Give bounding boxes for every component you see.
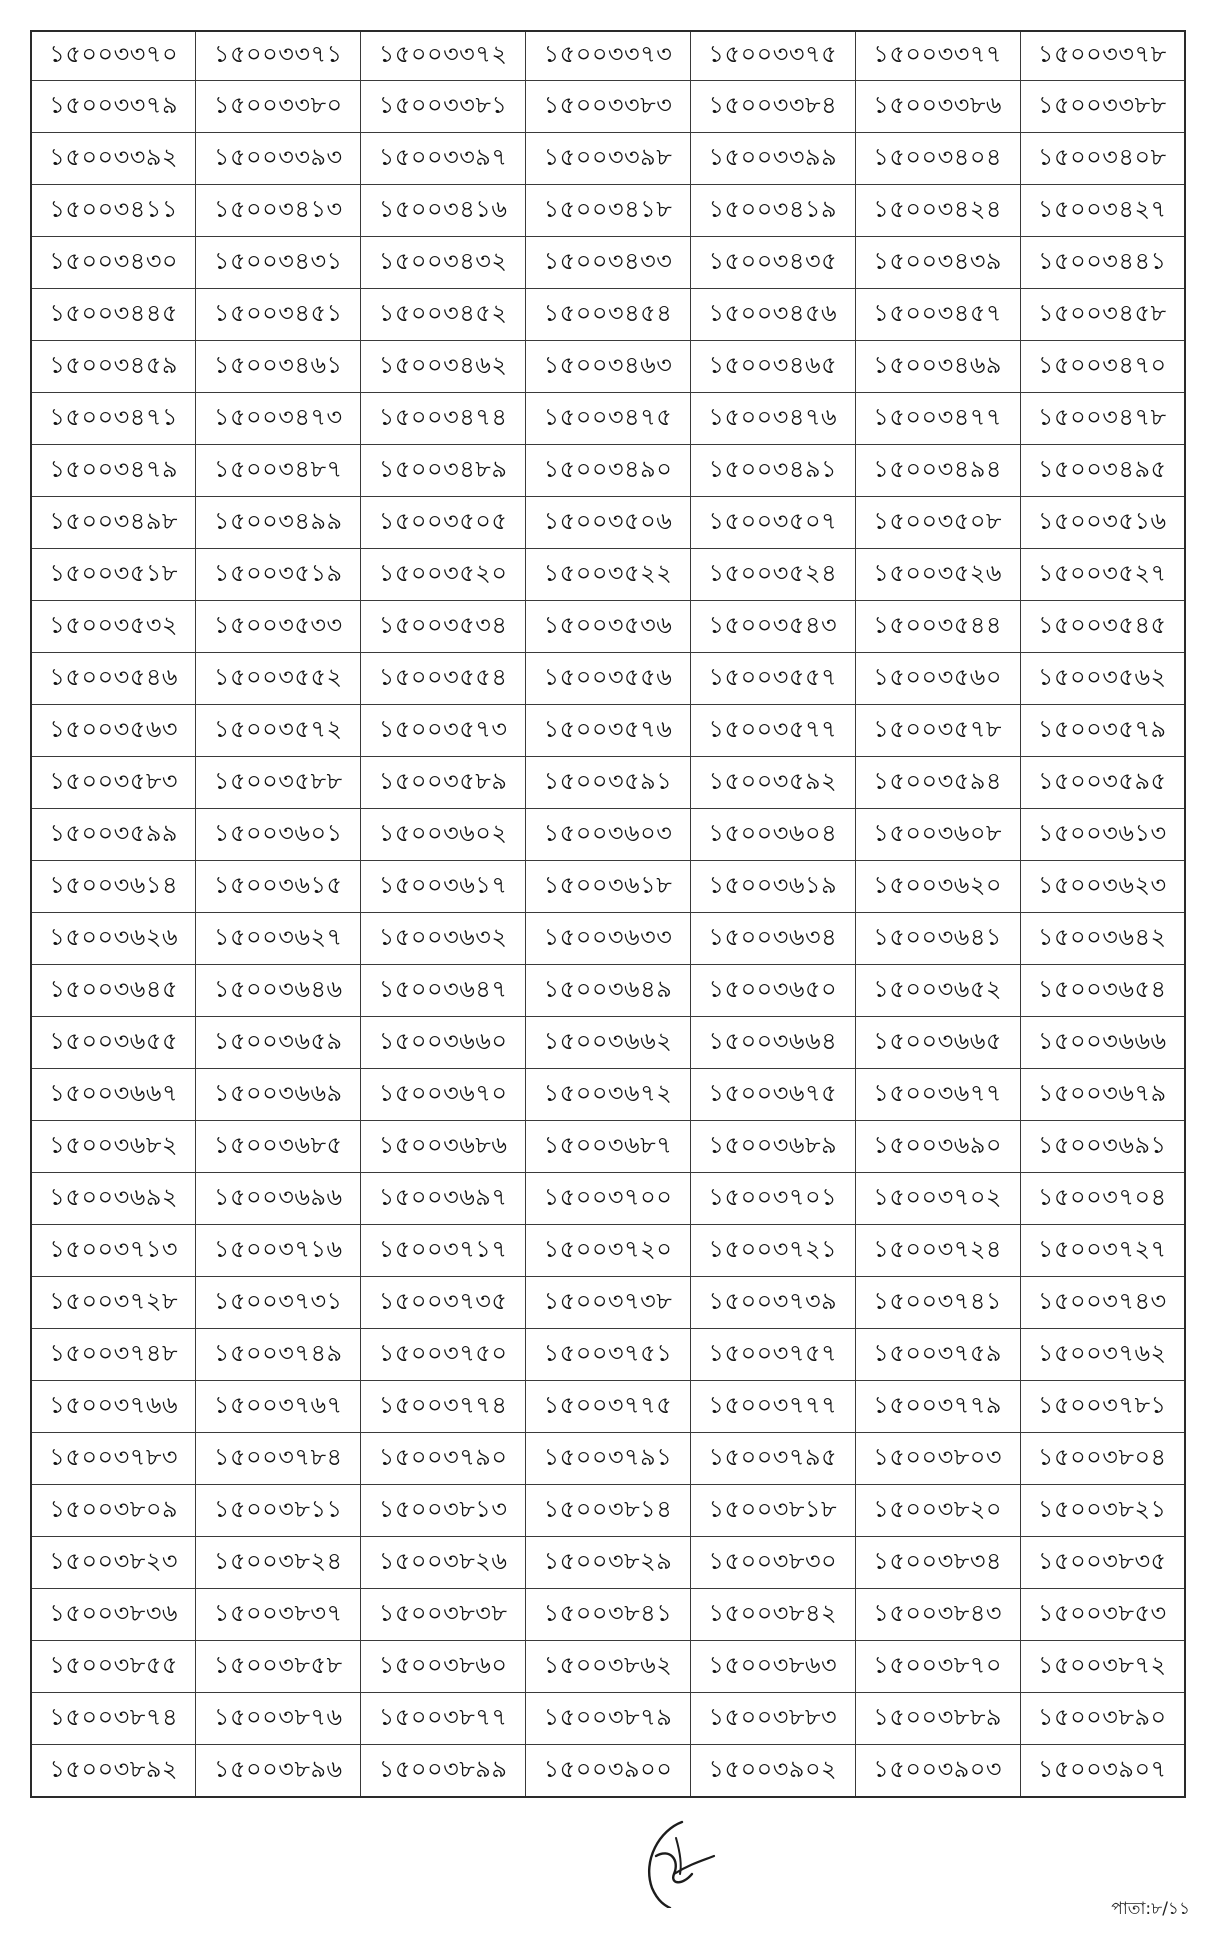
roll-number-cell: ১৫০০৩৭৪৮ bbox=[31, 1329, 196, 1381]
roll-number-cell: ১৫০০৩৭৮১ bbox=[1020, 1381, 1185, 1433]
table-row bbox=[31, 1485, 1185, 1537]
roll-number-cell: ১৫০০৩৪৭১ bbox=[31, 393, 196, 445]
roll-number-cell: ১৫০০৩৮৭৭ bbox=[361, 1693, 526, 1745]
roll-number-cell: ১৫০০৩৫৯৫ bbox=[1020, 757, 1185, 809]
roll-number-cell: ১৫০০৩৮৪৩ bbox=[855, 1589, 1020, 1641]
roll-number-cell: ১৫০০৩৩৭১ bbox=[196, 31, 361, 81]
roll-number-cell: ১৫০০৩৬৯১ bbox=[1020, 1121, 1185, 1173]
roll-number-cell: ১৫০০৩৬৮৫ bbox=[196, 1121, 361, 1173]
roll-number-cell: ১৫০০৩৫৫৪ bbox=[361, 653, 526, 705]
roll-number-cell: ১৫০০৩৩৭৯ bbox=[31, 81, 196, 133]
table-row bbox=[31, 653, 1185, 705]
roll-number-cell: ১৫০০৩৪৫৮ bbox=[1020, 289, 1185, 341]
roll-number-cell: ১৫০০৩৪৩১ bbox=[196, 237, 361, 289]
roll-number-cell: ১৫০০৩৭৮৩ bbox=[31, 1433, 196, 1485]
roll-number-cell: ১৫০০৩৪৩৫ bbox=[690, 237, 855, 289]
roll-number-cell: ১৫০০৩৭৩১ bbox=[196, 1277, 361, 1329]
roll-number-cell: ১৫০০৩৮৭৬ bbox=[196, 1693, 361, 1745]
roll-number-cell: ১৫০০৩৩৮০ bbox=[196, 81, 361, 133]
roll-number-cell: ১৫০০৩৭৩৮ bbox=[526, 1277, 691, 1329]
table-row bbox=[31, 1433, 1185, 1485]
roll-number-cell: ১৫০০৩৬৩৩ bbox=[526, 913, 691, 965]
roll-number-cell: ১৫০০৩৩৭৮ bbox=[1020, 31, 1185, 81]
roll-number-cell: ১৫০০৩৮২০ bbox=[855, 1485, 1020, 1537]
roll-number-cell: ১৫০০৩৫৬০ bbox=[855, 653, 1020, 705]
roll-number-cell: ১৫০০৩৪৫৭ bbox=[855, 289, 1020, 341]
roll-number-cell: ১৫০০৩৬৪২ bbox=[1020, 913, 1185, 965]
roll-number-cell: ১৫০০৩৩৯৯ bbox=[690, 133, 855, 185]
roll-number-cell: ১৫০০৩৭৪৩ bbox=[1020, 1277, 1185, 1329]
roll-number-cell: ১৫০০৩৯০০ bbox=[526, 1745, 691, 1798]
roll-number-cell: ১৫০০৩৪৭৬ bbox=[690, 393, 855, 445]
roll-number-cell: ১৫০০৩৬৫৪ bbox=[1020, 965, 1185, 1017]
roll-number-cell: ১৫০০৩৪৭৫ bbox=[526, 393, 691, 445]
roll-number-cell: ১৫০০৩৭৯১ bbox=[526, 1433, 691, 1485]
table-row bbox=[31, 1017, 1185, 1069]
roll-number-cell: ১৫০০৩৫০৬ bbox=[526, 497, 691, 549]
table-row bbox=[31, 1069, 1185, 1121]
roll-number-cell: ১৫০০৩৪৯৫ bbox=[1020, 445, 1185, 497]
roll-number-cell: ১৫০০৩৬৬৫ bbox=[855, 1017, 1020, 1069]
roll-number-cell: ১৫০০৩৭১৭ bbox=[361, 1225, 526, 1277]
roll-number-cell: ১৫০০৩৪৩২ bbox=[361, 237, 526, 289]
roll-number-cell: ১৫০০৩৫৮৮ bbox=[196, 757, 361, 809]
roll-number-cell: ১৫০০৩৫১৬ bbox=[1020, 497, 1185, 549]
roll-number-cell: ১৫০০৩৫৭৩ bbox=[361, 705, 526, 757]
roll-number-cell: ১৫০০৩৬৬২ bbox=[526, 1017, 691, 1069]
roll-number-cell: ১৫০০৩৮৯০ bbox=[1020, 1693, 1185, 1745]
roll-number-cell: ১৫০০৩৪১৮ bbox=[526, 185, 691, 237]
roll-number-cell: ১৫০০৩৬৫০ bbox=[690, 965, 855, 1017]
roll-number-cell: ১৫০০৩৫৬৩ bbox=[31, 705, 196, 757]
roll-number-cell: ১৫০০৩৬৪৯ bbox=[526, 965, 691, 1017]
roll-number-cell: ১৫০০৩৬১৫ bbox=[196, 861, 361, 913]
roll-number-cell: ১৫০০৩৫০৮ bbox=[855, 497, 1020, 549]
roll-number-cell: ১৫০০৩৩৭৫ bbox=[690, 31, 855, 81]
roll-number-cell: ১৫০০৩৬১৭ bbox=[361, 861, 526, 913]
roll-number-cell: ১৫০০৩৮৯৯ bbox=[361, 1745, 526, 1798]
roll-number-cell: ১৫০০৩৩৯৭ bbox=[361, 133, 526, 185]
roll-number-cell: ১৫০০৩৮২১ bbox=[1020, 1485, 1185, 1537]
roll-number-cell: ১৫০০৩৪১১ bbox=[31, 185, 196, 237]
roll-number-cell: ১৫০০৩৪১৯ bbox=[690, 185, 855, 237]
roll-number-cell: ১৫০০৩৭১৩ bbox=[31, 1225, 196, 1277]
roll-number-cell: ১৫০০৩৫৪৩ bbox=[690, 601, 855, 653]
roll-number-cell: ১৫০০৩৮৫৮ bbox=[196, 1641, 361, 1693]
roll-number-cell: ১৫০০৩৮৩৬ bbox=[31, 1589, 196, 1641]
roll-number-cell: ১৫০০৩৫৭৭ bbox=[690, 705, 855, 757]
roll-number-cell: ১৫০০৩৫২৭ bbox=[1020, 549, 1185, 601]
roll-number-cell: ১৫০০৩৮২৯ bbox=[526, 1537, 691, 1589]
table-row bbox=[31, 913, 1185, 965]
table-row bbox=[31, 705, 1185, 757]
roll-number-cell: ১৫০০৩৭৫৯ bbox=[855, 1329, 1020, 1381]
roll-number-cell: ১৫০০৩৮৯৬ bbox=[196, 1745, 361, 1798]
roll-number-cell: ১৫০০৩৬০৪ bbox=[690, 809, 855, 861]
roll-number-cell: ১৫০০৩৭২০ bbox=[526, 1225, 691, 1277]
table-row bbox=[31, 81, 1185, 133]
table-row bbox=[31, 1537, 1185, 1589]
roll-number-cell: ১৫০০৩৫৯১ bbox=[526, 757, 691, 809]
roll-number-cell: ১৫০০৩৩৭৭ bbox=[855, 31, 1020, 81]
table-row bbox=[31, 1381, 1185, 1433]
roll-number-cell: ১৫০০৩৫৭৬ bbox=[526, 705, 691, 757]
table-row bbox=[31, 1745, 1185, 1798]
roll-number-cell: ১৫০০৩৫৭৮ bbox=[855, 705, 1020, 757]
roll-number-cell: ১৫০০৩৭৭৭ bbox=[690, 1381, 855, 1433]
roll-number-cell: ১৫০০৩৪৫৬ bbox=[690, 289, 855, 341]
roll-number-cell: ১৫০০৩৪৭০ bbox=[1020, 341, 1185, 393]
roll-number-cell: ১৫০০৩৬৪৬ bbox=[196, 965, 361, 1017]
roll-number-cell: ১৫০০৩৬৪৫ bbox=[31, 965, 196, 1017]
roll-number-cell: ১৫০০৩৪৩৩ bbox=[526, 237, 691, 289]
roll-number-cell: ১৫০০৩৪৩০ bbox=[31, 237, 196, 289]
roll-number-cell: ১৫০০৩৮৪১ bbox=[526, 1589, 691, 1641]
roll-number-cell: ১৫০০৩৪৪৫ bbox=[31, 289, 196, 341]
roll-number-cell: ১৫০০৩৭৮৪ bbox=[196, 1433, 361, 1485]
roll-number-cell: ১৫০০৩৬৪১ bbox=[855, 913, 1020, 965]
table-row bbox=[31, 1589, 1185, 1641]
table-row bbox=[31, 861, 1185, 913]
roll-number-cell: ১৫০০৩৫৭৯ bbox=[1020, 705, 1185, 757]
roll-number-cell: ১৫০০৩৭২১ bbox=[690, 1225, 855, 1277]
roll-number-cell: ১৫০০৩৪৭৩ bbox=[196, 393, 361, 445]
roll-number-cell: ১৫০০৩৬৬৯ bbox=[196, 1069, 361, 1121]
roll-number-cell: ১৫০০৩৫৪৫ bbox=[1020, 601, 1185, 653]
roll-number-cell: ১৫০০৩৮৬৩ bbox=[690, 1641, 855, 1693]
roll-number-cell: ১৫০০৩৬১৮ bbox=[526, 861, 691, 913]
roll-number-cell: ১৫০০৩৭০২ bbox=[855, 1173, 1020, 1225]
roll-number-cell: ১৫০০৩৬৯৭ bbox=[361, 1173, 526, 1225]
roll-number-cell: ১৫০০৩৪৭৮ bbox=[1020, 393, 1185, 445]
roll-number-cell: ১৫০০৩৫২৪ bbox=[690, 549, 855, 601]
roll-number-cell: ১৫০০৩৮৭৯ bbox=[526, 1693, 691, 1745]
roll-number-cell: ১৫০০৩৩৮১ bbox=[361, 81, 526, 133]
roll-number-cell: ১৫০০৩৬১৪ bbox=[31, 861, 196, 913]
table-row bbox=[31, 1277, 1185, 1329]
roll-number-cell: ১৫০০৩৬২০ bbox=[855, 861, 1020, 913]
roll-number-cell: ১৫০০৩৭০০ bbox=[526, 1173, 691, 1225]
roll-number-cell: ১৫০০৩৭৫১ bbox=[526, 1329, 691, 1381]
roll-number-cell: ১৫০০৩৪৬৯ bbox=[855, 341, 1020, 393]
roll-number-cell: ১৫০০৩৮১৮ bbox=[690, 1485, 855, 1537]
table-row bbox=[31, 809, 1185, 861]
roll-number-cell: ১৫০০৩৬৪৭ bbox=[361, 965, 526, 1017]
roll-number-cell: ১৫০০৩৬৮৭ bbox=[526, 1121, 691, 1173]
roll-number-cell: ১৫০০৩৮৯২ bbox=[31, 1745, 196, 1798]
roll-number-cell: ১৫০০৩৬৭৯ bbox=[1020, 1069, 1185, 1121]
roll-number-cell: ১৫০০৩৬৭২ bbox=[526, 1069, 691, 1121]
roll-number-cell: ১৫০০৩৩৯২ bbox=[31, 133, 196, 185]
roll-number-cell: ১৫০০৩৮১৩ bbox=[361, 1485, 526, 1537]
roll-number-cell: ১৫০০৩৬৭০ bbox=[361, 1069, 526, 1121]
roll-number-cell: ১৫০০৩৮২৪ bbox=[196, 1537, 361, 1589]
roll-number-cell: ১৫০০৩৪৬২ bbox=[361, 341, 526, 393]
roll-number-cell: ১৫০০৩৭০১ bbox=[690, 1173, 855, 1225]
roll-number-cell: ১৫০০৩৭৭৫ bbox=[526, 1381, 691, 1433]
roll-number-cell: ১৫০০৩৬৯৬ bbox=[196, 1173, 361, 1225]
roll-number-cell: ১৫০০৩৬০১ bbox=[196, 809, 361, 861]
roll-number-cell: ১৫০০৩৫৩৪ bbox=[361, 601, 526, 653]
roll-number-cell: ১৫০০৩৭৯৫ bbox=[690, 1433, 855, 1485]
table-row bbox=[31, 549, 1185, 601]
roll-number-cell: ১৫০০৩৫৫৭ bbox=[690, 653, 855, 705]
roll-number-cell: ১৫০০৩৮৮৩ bbox=[690, 1693, 855, 1745]
roll-number-cell: ১৫০০৩৫২২ bbox=[526, 549, 691, 601]
table-row bbox=[31, 1173, 1185, 1225]
roll-number-cell: ১৫০০৩৭৪১ bbox=[855, 1277, 1020, 1329]
roll-number-cell: ১৫০০৩৪৭৪ bbox=[361, 393, 526, 445]
roll-number-cell: ১৫০০৩৮০৪ bbox=[1020, 1433, 1185, 1485]
roll-number-cell: ১৫০০৩৮৩৫ bbox=[1020, 1537, 1185, 1589]
roll-number-cell: ১৫০০৩৩৮৬ bbox=[855, 81, 1020, 133]
roll-number-cell: ১৫০০৩৭৯০ bbox=[361, 1433, 526, 1485]
roll-number-cell: ১৫০০৩৩৯৮ bbox=[526, 133, 691, 185]
roll-number-cell: ১৫০০৩৩৮৪ bbox=[690, 81, 855, 133]
roll-number-cell: ১৫০০৩৫৮৯ bbox=[361, 757, 526, 809]
roll-number-cell: ১৫০০৩৬৭৫ bbox=[690, 1069, 855, 1121]
roll-number-cell: ১৫০০৩৮৩৮ bbox=[361, 1589, 526, 1641]
roll-number-cell: ১৫০০৩৮৬২ bbox=[526, 1641, 691, 1693]
roll-number-cell: ১৫০০৩৪৯৪ bbox=[855, 445, 1020, 497]
roll-number-cell: ১৫০০৩৪৩৯ bbox=[855, 237, 1020, 289]
roll-number-cell: ১৫০০৩৬৩৪ bbox=[690, 913, 855, 965]
table-row bbox=[31, 1641, 1185, 1693]
roll-number-cell: ১৫০০৩৫৮৩ bbox=[31, 757, 196, 809]
roll-number-cell: ১৫০০৩৬৬০ bbox=[361, 1017, 526, 1069]
table-row bbox=[31, 237, 1185, 289]
table-row bbox=[31, 1693, 1185, 1745]
roll-number-cell: ১৫০০৩৬৯২ bbox=[31, 1173, 196, 1225]
roll-number-cell: ১৫০০৩৮৬০ bbox=[361, 1641, 526, 1693]
roll-number-cell: ১৫০০৩৪০৪ bbox=[855, 133, 1020, 185]
roll-number-cell: ১৫০০৩৬১৯ bbox=[690, 861, 855, 913]
roll-number-cell: ১৫০০৩৫২০ bbox=[361, 549, 526, 601]
roll-number-cell: ১৫০০৩৫৩২ bbox=[31, 601, 196, 653]
roll-number-cell: ১৫০০৩৮২৩ bbox=[31, 1537, 196, 1589]
table-row bbox=[31, 965, 1185, 1017]
roll-number-cell: ১৫০০৩৬২৬ bbox=[31, 913, 196, 965]
roll-number-cell: ১৫০০৩৪৬৫ bbox=[690, 341, 855, 393]
roll-number-cell: ১৫০০৩৬৮২ bbox=[31, 1121, 196, 1173]
roll-number-cell: ১৫০০৩৪৫৪ bbox=[526, 289, 691, 341]
roll-number-cell: ১৫০০৩৪১৩ bbox=[196, 185, 361, 237]
roll-number-table bbox=[30, 30, 1186, 1798]
roll-number-cell: ১৫০০৩৫০৫ bbox=[361, 497, 526, 549]
roll-number-cell: ১৫০০৩৭৭৪ bbox=[361, 1381, 526, 1433]
roll-number-cell: ১৫০০৩৭৭৯ bbox=[855, 1381, 1020, 1433]
roll-number-cell: ১৫০০৩৫৯৪ bbox=[855, 757, 1020, 809]
roll-number-cell: ১৫০০৩৬০৩ bbox=[526, 809, 691, 861]
roll-number-cell: ১৫০০৩৫১৮ bbox=[31, 549, 196, 601]
roll-number-cell: ১৫০০৩৮৭৪ bbox=[31, 1693, 196, 1745]
roll-number-cell: ১৫০০৩৪৯৮ bbox=[31, 497, 196, 549]
roll-number-cell: ১৫০০৩৪৭৯ bbox=[31, 445, 196, 497]
table-row bbox=[31, 31, 1185, 81]
roll-number-cell: ১৫০০৩৮৭২ bbox=[1020, 1641, 1185, 1693]
roll-number-cell: ১৫০০৩৪৮৯ bbox=[361, 445, 526, 497]
roll-number-cell: ১৫০০৩৬৮৯ bbox=[690, 1121, 855, 1173]
roll-number-cell: ১৫০০৩৯০২ bbox=[690, 1745, 855, 1798]
roll-number-cell: ১৫০০৩৭২৪ bbox=[855, 1225, 1020, 1277]
table-row bbox=[31, 133, 1185, 185]
roll-number-cell: ১৫০০৩৬৯০ bbox=[855, 1121, 1020, 1173]
roll-number-cell: ১৫০০৩৪১৬ bbox=[361, 185, 526, 237]
roll-number-cell: ১৫০০৩৩৮৮ bbox=[1020, 81, 1185, 133]
roll-number-cell: ১৫০০৩৪২৪ bbox=[855, 185, 1020, 237]
roll-number-cell: ১৫০০৩৫৯২ bbox=[690, 757, 855, 809]
roll-number-cell: ১৫০০৩৬৮৬ bbox=[361, 1121, 526, 1173]
roll-number-cell: ১৫০০৩৭১৬ bbox=[196, 1225, 361, 1277]
roll-number-cell: ১৫০০৩৮০৩ bbox=[855, 1433, 1020, 1485]
roll-number-cell: ১৫০০৩৮৭০ bbox=[855, 1641, 1020, 1693]
roll-number-cell: ১৫০০৩৫২৬ bbox=[855, 549, 1020, 601]
table-row bbox=[31, 393, 1185, 445]
roll-number-cell: ১৫০০৩৭৩৫ bbox=[361, 1277, 526, 1329]
roll-number-cell: ১৫০০৩৮৪২ bbox=[690, 1589, 855, 1641]
roll-number-cell: ১৫০০৩৮৩০ bbox=[690, 1537, 855, 1589]
table-row bbox=[31, 601, 1185, 653]
roll-number-cell: ১৫০০৩৮৩৭ bbox=[196, 1589, 361, 1641]
roll-number-cell: ১৫০০৩৩৭০ bbox=[31, 31, 196, 81]
table-row bbox=[31, 289, 1185, 341]
roll-number-cell: ১৫০০৩৫৩৩ bbox=[196, 601, 361, 653]
roll-number-cell: ১৫০০৩৫৪৬ bbox=[31, 653, 196, 705]
roll-number-cell: ১৫০০৩৪৮৭ bbox=[196, 445, 361, 497]
roll-number-cell: ১৫০০৩৩৮৩ bbox=[526, 81, 691, 133]
roll-number-cell: ১৫০০৩৬৭৭ bbox=[855, 1069, 1020, 1121]
roll-number-cell: ১৫০০৩৪৪১ bbox=[1020, 237, 1185, 289]
roll-number-cell: ১৫০০৩৬১৩ bbox=[1020, 809, 1185, 861]
roll-number-cell: ১৫০০৩৫১৯ bbox=[196, 549, 361, 601]
roll-number-cell: ১৫০০৩৭৬৭ bbox=[196, 1381, 361, 1433]
roll-number-cell: ১৫০০৩৬৩২ bbox=[361, 913, 526, 965]
roll-number-cell: ১৫০০৩৪৯০ bbox=[526, 445, 691, 497]
table-row bbox=[31, 185, 1185, 237]
roll-number-cell: ১৫০০৩৫০৭ bbox=[690, 497, 855, 549]
roll-number-cell: ১৫০০৩৮২৬ bbox=[361, 1537, 526, 1589]
table-row bbox=[31, 497, 1185, 549]
table-row bbox=[31, 1329, 1185, 1381]
roll-number-cell: ১৫০০৩৯০৩ bbox=[855, 1745, 1020, 1798]
roll-number-cell: ১৫০০৩৬৬৪ bbox=[690, 1017, 855, 1069]
roll-number-cell: ১৫০০৩৮৫৩ bbox=[1020, 1589, 1185, 1641]
roll-number-cell: ১৫০০৩৫৪৪ bbox=[855, 601, 1020, 653]
roll-number-cell: ১৫০০৩৭৬৬ bbox=[31, 1381, 196, 1433]
roll-number-cell: ১৫০০৩৮০৯ bbox=[31, 1485, 196, 1537]
roll-number-cell: ১৫০০৩৭৫৭ bbox=[690, 1329, 855, 1381]
roll-number-cell: ১৫০০৩৪২৭ bbox=[1020, 185, 1185, 237]
roll-number-cell: ১৫০০৩৬৬৬ bbox=[1020, 1017, 1185, 1069]
roll-number-cell: ১৫০০৩৪৯১ bbox=[690, 445, 855, 497]
roll-number-cell: ১৫০০৩৪৬৩ bbox=[526, 341, 691, 393]
roll-number-cell: ১৫০০৩৮৮৯ bbox=[855, 1693, 1020, 1745]
roll-number-cell: ১৫০০৩৪৬১ bbox=[196, 341, 361, 393]
roll-number-cell: ১৫০০৩৭২৮ bbox=[31, 1277, 196, 1329]
roll-number-cell: ১৫০০৩৪৯৯ bbox=[196, 497, 361, 549]
roll-number-table-body bbox=[31, 31, 1185, 1797]
roll-number-cell: ১৫০০৩৩৭২ bbox=[361, 31, 526, 81]
roll-number-cell: ১৫০০৩৮৩৪ bbox=[855, 1537, 1020, 1589]
page-number: পাতা:৮/১১ bbox=[1111, 1899, 1190, 1919]
roll-number-cell: ১৫০০৩৭৬২ bbox=[1020, 1329, 1185, 1381]
roll-number-cell: ১৫০০৩৫৫২ bbox=[196, 653, 361, 705]
roll-number-cell: ১৫০০৩৭৫০ bbox=[361, 1329, 526, 1381]
table-row bbox=[31, 1121, 1185, 1173]
roll-number-cell: ১৫০০৩৮১৪ bbox=[526, 1485, 691, 1537]
table-row bbox=[31, 445, 1185, 497]
roll-number-cell: ১৫০০৩৫৩৬ bbox=[526, 601, 691, 653]
table-row bbox=[31, 757, 1185, 809]
roll-number-cell: ১৫০০৩৬৫৫ bbox=[31, 1017, 196, 1069]
roll-number-cell: ১৫০০৩৮৫৫ bbox=[31, 1641, 196, 1693]
roll-number-cell: ১৫০০৩৩৯৩ bbox=[196, 133, 361, 185]
signature-mark bbox=[630, 1808, 730, 1908]
roll-number-cell: ১৫০০৩৪৫১ bbox=[196, 289, 361, 341]
roll-number-cell: ১৫০০৩৪৫৯ bbox=[31, 341, 196, 393]
roll-number-cell: ১৫০০৩৫৫৬ bbox=[526, 653, 691, 705]
roll-number-cell: ১৫০০৩৫৭২ bbox=[196, 705, 361, 757]
roll-number-cell: ১৫০০৩৮১১ bbox=[196, 1485, 361, 1537]
roll-number-cell: ১৫০০৩৬২৩ bbox=[1020, 861, 1185, 913]
roll-number-cell: ১৫০০৩৭০৪ bbox=[1020, 1173, 1185, 1225]
roll-number-cell: ১৫০০৩৯০৭ bbox=[1020, 1745, 1185, 1798]
roll-number-cell: ১৫০০৩৬৫৯ bbox=[196, 1017, 361, 1069]
roll-number-cell: ১৫০০৩৬০২ bbox=[361, 809, 526, 861]
roll-number-cell: ১৫০০৩৫৬২ bbox=[1020, 653, 1185, 705]
roll-number-cell: ১৫০০৩৭৪৯ bbox=[196, 1329, 361, 1381]
roll-number-cell: ১৫০০৩৩৭৩ bbox=[526, 31, 691, 81]
roll-number-cell: ১৫০০৩৬৫২ bbox=[855, 965, 1020, 1017]
roll-number-cell: ১৫০০৩৬০৮ bbox=[855, 809, 1020, 861]
table-row bbox=[31, 1225, 1185, 1277]
roll-number-cell: ১৫০০৩৬৬৭ bbox=[31, 1069, 196, 1121]
roll-number-cell: ১৫০০৩৫৯৯ bbox=[31, 809, 196, 861]
roll-number-cell: ১৫০০৩৭২৭ bbox=[1020, 1225, 1185, 1277]
table-row bbox=[31, 341, 1185, 393]
roll-number-cell: ১৫০০৩৬২৭ bbox=[196, 913, 361, 965]
roll-number-cell: ১৫০০৩৪৭৭ bbox=[855, 393, 1020, 445]
roll-number-cell: ১৫০০৩৪০৮ bbox=[1020, 133, 1185, 185]
roll-number-cell: ১৫০০৩৪৫২ bbox=[361, 289, 526, 341]
roll-number-cell: ১৫০০৩৭৩৯ bbox=[690, 1277, 855, 1329]
